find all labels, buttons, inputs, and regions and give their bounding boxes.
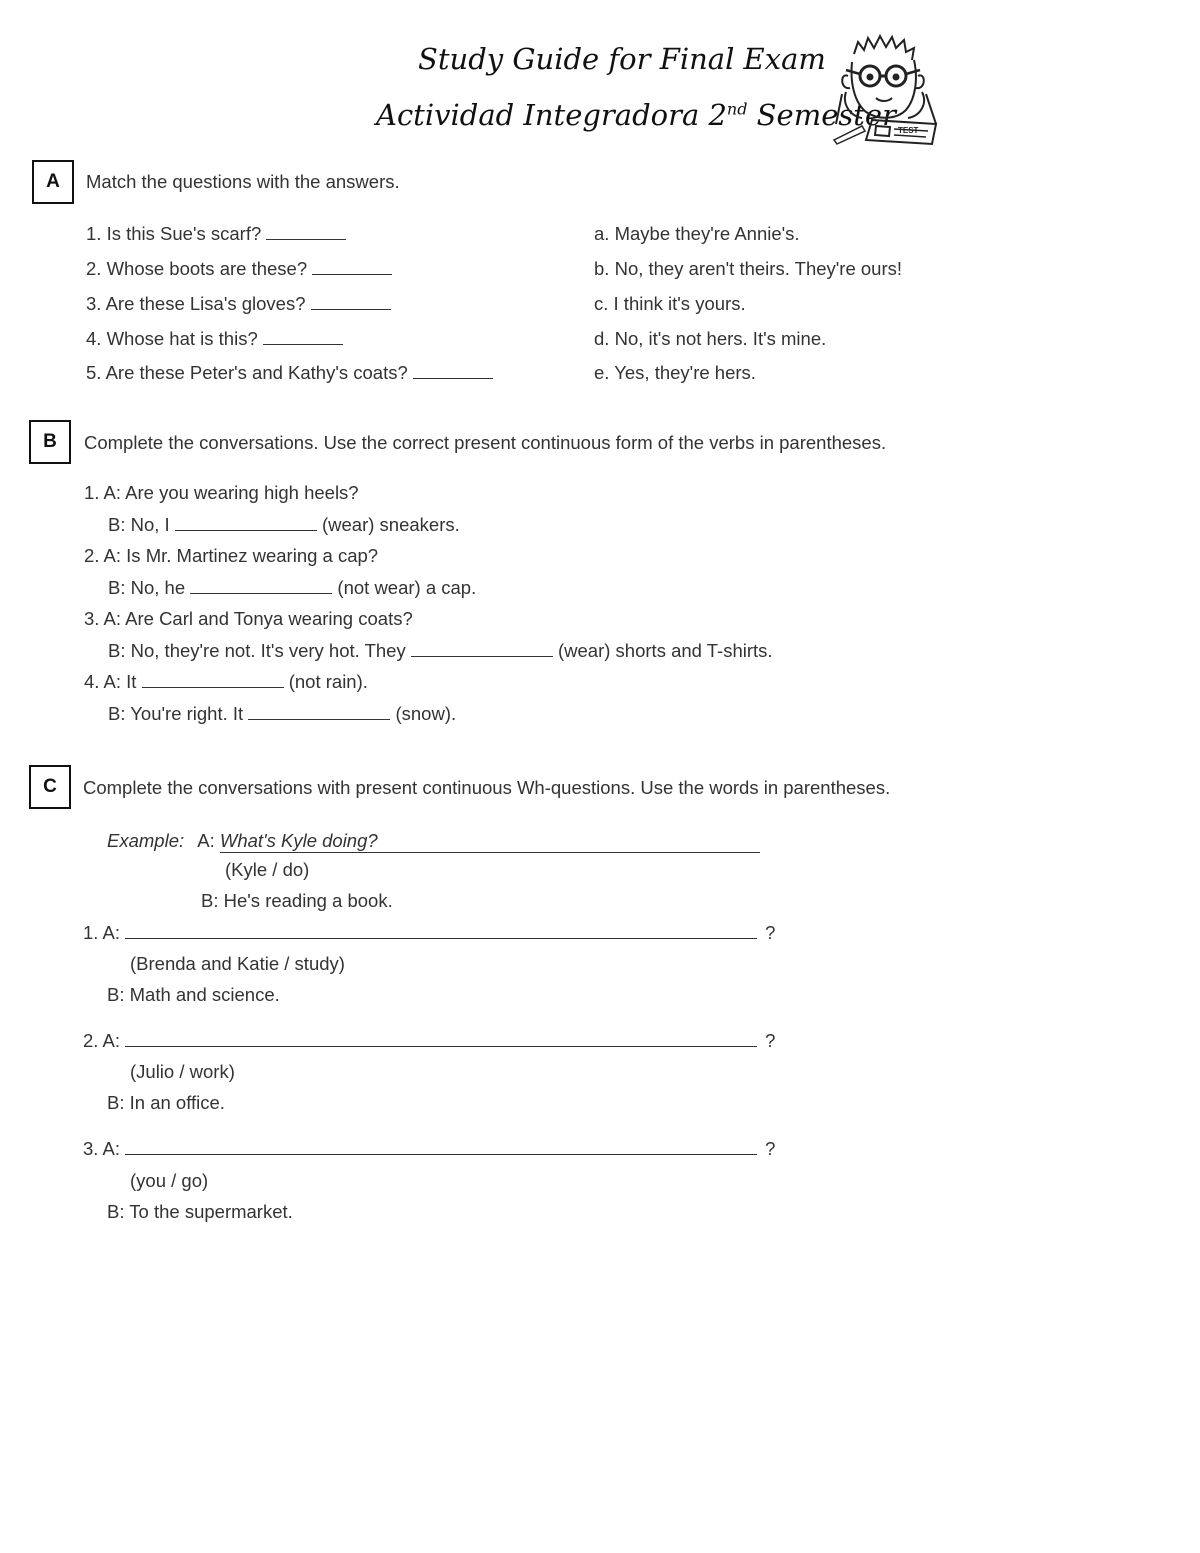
section-a-question-2 <box>86 258 392 280</box>
section-b-item-2-a: 2. A: Is Mr. Martinez wearing a cap? <box>84 545 379 566</box>
section-c-example-cue: (Kyle / do) <box>225 859 310 880</box>
question-number: 5. <box>86 362 102 383</box>
verb-blank[interactable] <box>411 640 553 657</box>
section-b-item-4-a <box>84 671 368 693</box>
question-prefix: 3. A: <box>83 1138 121 1159</box>
answer-blank[interactable] <box>311 293 391 310</box>
section-b-instruction: Complete the conversations. Use the correct present continuous form of the verbs in parentheses. <box>84 432 887 453</box>
answer-letter: e. <box>594 362 610 383</box>
reply-end: (wear) shorts and T-shirts. <box>558 640 773 661</box>
section-a-question-4 <box>86 328 343 350</box>
answer-text: Maybe they're Annie's. <box>614 223 800 244</box>
section-a-answer-a <box>594 223 800 245</box>
section-c-item-3-question <box>83 1138 775 1160</box>
student-with-glasses-icon <box>832 32 942 148</box>
section-a-answer-d <box>594 328 826 350</box>
answer-blank[interactable] <box>266 223 346 240</box>
question-number: 3. <box>86 293 102 314</box>
answer-text: I think it's yours. <box>613 293 746 314</box>
section-c-item-1-question <box>83 922 775 944</box>
answer-blank[interactable] <box>263 328 343 345</box>
question-number: 2. <box>86 258 102 279</box>
answer-blank[interactable] <box>413 362 493 379</box>
title-line-1: Study Guide for Final Exam <box>418 42 826 76</box>
question-blank[interactable] <box>125 922 757 939</box>
section-c-label: C <box>29 765 71 809</box>
prompt-end: (not rain). <box>288 671 368 692</box>
answer-text: No, they aren't theirs. They're ours! <box>614 258 903 279</box>
section-b-item-3-b <box>108 640 773 662</box>
reply-start: B: No, he <box>108 577 186 598</box>
section-c-item-1-reply: B: Math and science. <box>107 984 280 1005</box>
section-a-question-3 <box>86 293 391 315</box>
reply-end: (wear) sneakers. <box>321 514 460 535</box>
example-answer: What's Kyle doing? <box>220 830 760 853</box>
section-c-instruction: Complete the conversations with present continuous Wh-questions. Use the words in parentheses. <box>83 777 891 798</box>
reply-end: (snow). <box>395 703 457 724</box>
section-a-label: A <box>32 160 74 204</box>
prompt-start: 4. A: It <box>84 671 137 692</box>
question-mark: ? <box>765 1138 776 1159</box>
reply-start: B: You're right. It <box>108 703 244 724</box>
question-mark: ? <box>765 922 776 943</box>
section-a-answer-c <box>594 293 746 315</box>
section-c-example-question <box>107 830 760 853</box>
example-a-prefix: A: <box>197 830 215 851</box>
section-c-item-3-reply: B: To the supermarket. <box>107 1201 293 1222</box>
question-number: 4. <box>86 328 102 349</box>
section-b-item-1-a: 1. A: Are you wearing high heels? <box>84 482 359 503</box>
section-b-item-3-a: 3. A: Are Carl and Tonya wearing coats? <box>84 608 413 629</box>
question-blank[interactable] <box>125 1138 757 1155</box>
section-c-item-1-cue: (Brenda and Katie / study) <box>130 953 345 974</box>
verb-blank[interactable] <box>175 514 317 531</box>
title-line-2-main: Actividad Integradora 2 <box>376 98 727 132</box>
question-number: 1. <box>86 223 102 244</box>
title-line-2-sup: nd <box>726 99 748 119</box>
verb-blank[interactable] <box>142 671 284 688</box>
section-a-instruction: Match the questions with the answers. <box>86 171 400 192</box>
answer-text: No, it's not hers. It's mine. <box>614 328 827 349</box>
question-text: Whose boots are these? <box>106 258 308 279</box>
section-a-question-1 <box>86 223 346 245</box>
reply-end: (not wear) a cap. <box>337 577 477 598</box>
answer-letter: b. <box>594 258 610 279</box>
question-blank[interactable] <box>125 1030 757 1047</box>
verb-blank[interactable] <box>248 703 390 720</box>
section-b-item-1-b <box>108 514 460 536</box>
example-label: Example: <box>107 830 185 851</box>
answer-letter: c. <box>594 293 609 314</box>
title-line-2-end: Semester <box>747 98 896 132</box>
answer-letter: d. <box>594 328 610 349</box>
question-mark: ? <box>765 1030 776 1051</box>
question-text: Is this Sue's scarf? <box>106 223 262 244</box>
section-a-question-5 <box>86 362 493 384</box>
question-text: Whose hat is this? <box>106 328 258 349</box>
illustration-test-label: TEST <box>898 126 919 135</box>
section-c-item-2-reply: B: In an office. <box>107 1092 225 1113</box>
section-c-item-2-cue: (Julio / work) <box>130 1061 235 1082</box>
question-prefix: 1. A: <box>83 922 121 943</box>
section-a-answer-b <box>594 258 902 280</box>
section-c-item-2-question <box>83 1030 775 1052</box>
reply-start: B: No, I <box>108 514 170 535</box>
question-text: Are these Peter's and Kathy's coats? <box>105 362 408 383</box>
section-c-item-3-cue: (you / go) <box>130 1170 209 1191</box>
section-b-item-4-b <box>108 703 456 725</box>
answer-letter: a. <box>594 223 610 244</box>
section-c-example-reply: B: He's reading a book. <box>201 890 393 911</box>
verb-blank[interactable] <box>190 577 332 594</box>
section-b-item-2-b <box>108 577 476 599</box>
reply-start: B: No, they're not. It's very hot. They <box>108 640 406 661</box>
section-b-label: B <box>29 420 71 464</box>
answer-blank[interactable] <box>312 258 392 275</box>
answer-text: Yes, they're hers. <box>614 362 756 383</box>
section-a-answer-e <box>594 362 756 384</box>
question-prefix: 2. A: <box>83 1030 121 1051</box>
title-line-2 <box>376 98 896 132</box>
question-text: Are these Lisa's gloves? <box>105 293 306 314</box>
